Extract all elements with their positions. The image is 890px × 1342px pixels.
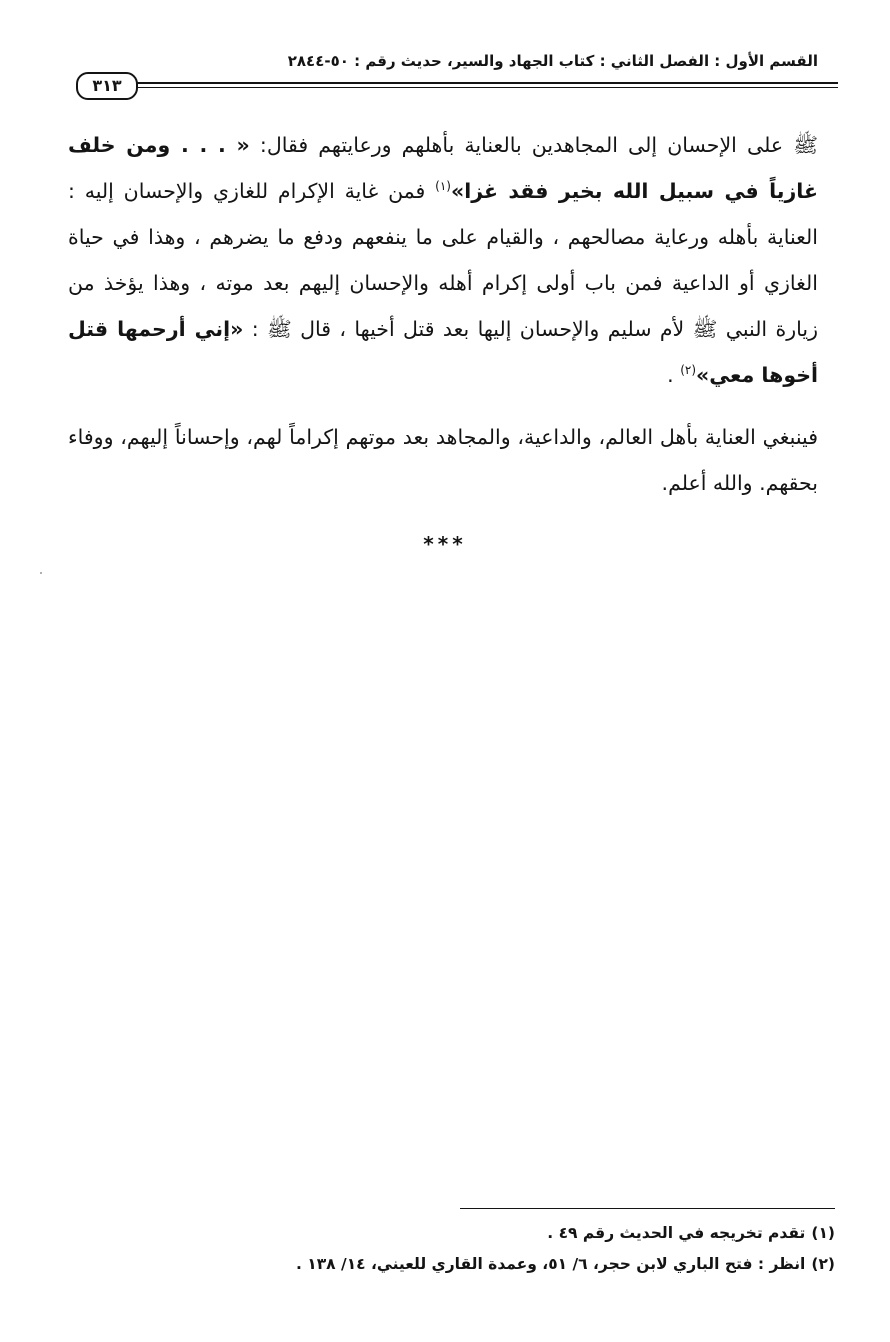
footnote-1 bbox=[75, 1218, 835, 1249]
footnote-1-text: تقدم تخريجه في الحديث رقم ٤٩ . bbox=[547, 1224, 806, 1242]
section-separator: *** bbox=[423, 532, 467, 556]
footnote-1-mark: (١) bbox=[811, 1224, 835, 1242]
page-number: ٣١٣ bbox=[76, 72, 138, 100]
footnote-2-text: انظر : فتح الباري لابن حجر، ٦/ ٥١، وعمدة القاري للعيني، ١٤/ ١٣٨ . bbox=[295, 1255, 806, 1273]
paragraph-1 bbox=[68, 122, 818, 398]
hadith-quote-2: «إني أرحمها قتل أخوها معي» bbox=[68, 317, 818, 387]
main-text bbox=[68, 122, 818, 506]
footnotes bbox=[75, 1218, 835, 1280]
paragraph-1-middle: فمن غاية الإكرام للغازي والإحسان إليه : العناية بأهله ورعاية مصالحهم ، والقيام على ما ينفعهم ودفع ما يضرهم ، وهذا في حياة الغازي أو الداعية فمن باب أولى إكرام أهله والإحسان إليهم بعد موته ، وهذا يؤخذ من زيارة النبي ﷺ لأم سليم والإحسان إليها بعد قتل أخيها ، قال ﷺ : bbox=[68, 179, 818, 341]
paragraph-1-end: . bbox=[667, 363, 681, 387]
paragraph-1-intro: ﷺ على الإحسان إلى المجاهدين بالعناية بأهلهم ورعايتهم فقال: bbox=[249, 133, 818, 157]
hadith-quote-1: « . . . ومن خلف غازياً في سبيل الله بخير فقد غزا» bbox=[68, 133, 818, 203]
footnote-2-mark: (٢) bbox=[811, 1255, 835, 1273]
running-header: القسم الأول : الفصل الثاني : كتاب الجهاد والسير، حديث رقم : ٥٠-٢٨٤٤ bbox=[287, 52, 818, 70]
footnote-2 bbox=[75, 1249, 835, 1280]
paragraph-2: فينبغي العناية بأهل العالم، والداعية، والمجاهد بعد موتهم إكراماً لهم، وإحساناً إليهم، ووفاء بحقهم. والله أعلم. bbox=[68, 425, 818, 495]
header-rule bbox=[135, 82, 838, 88]
footnote-ref-2: (٢) bbox=[680, 363, 697, 378]
footnote-ref-1: (١) bbox=[435, 179, 451, 194]
scan-speck bbox=[40, 572, 42, 574]
footnote-rule bbox=[460, 1208, 835, 1209]
